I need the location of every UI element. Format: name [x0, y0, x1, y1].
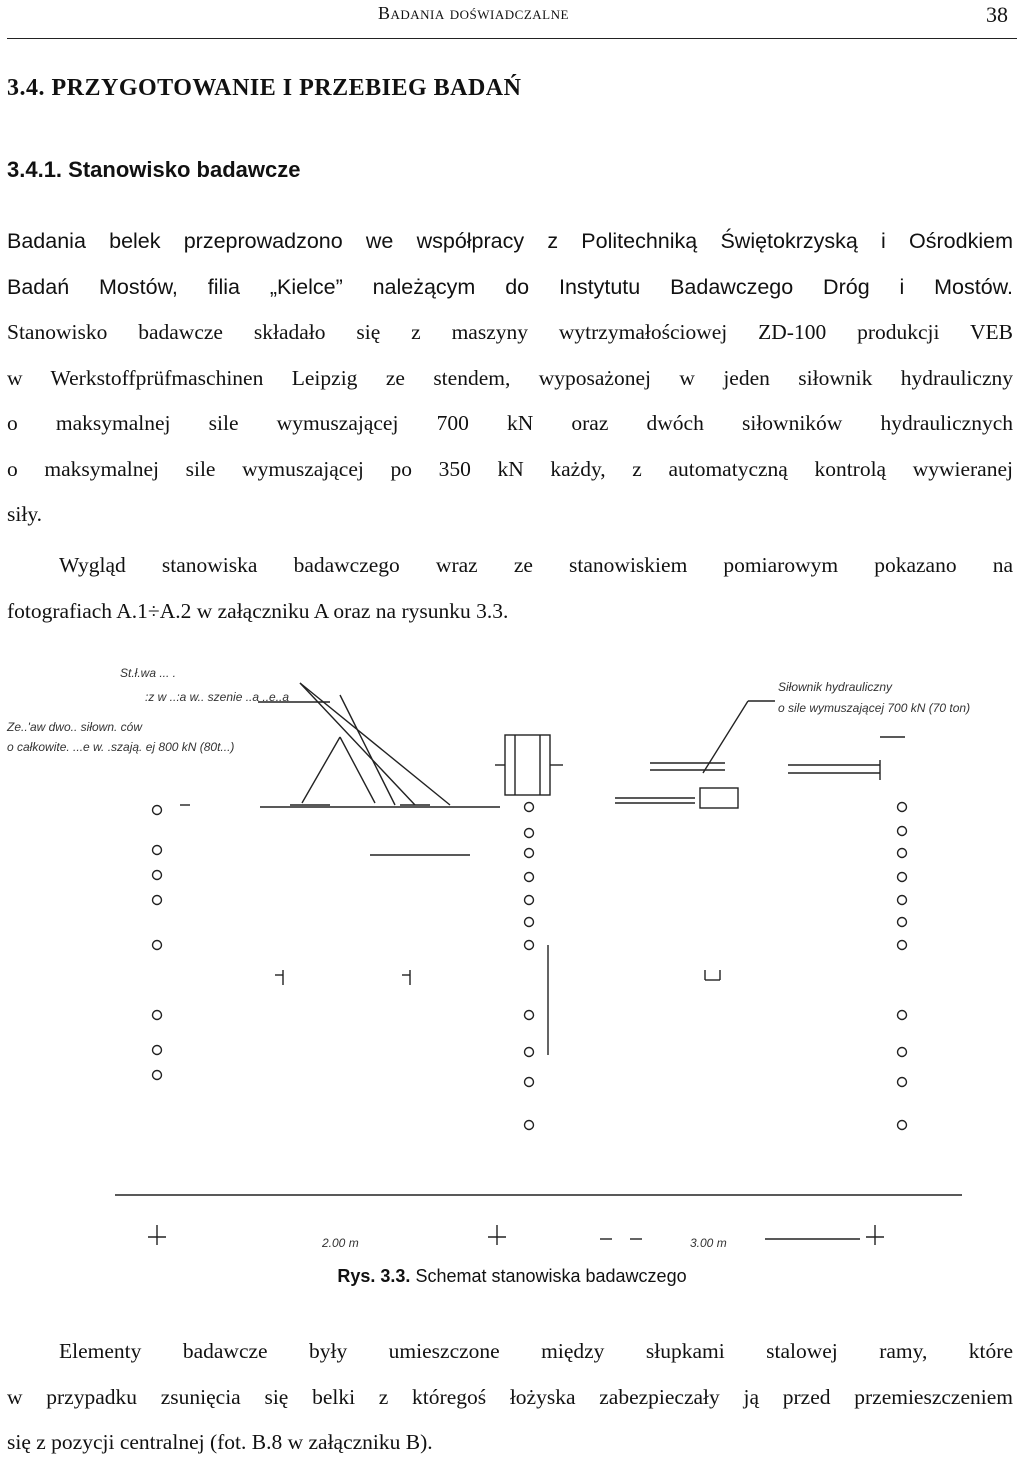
text-line: siły. — [7, 502, 43, 526]
figure-test-stand-schematic — [0, 655, 1024, 1267]
label-left-top: St.ł.wa ... . — [120, 666, 177, 680]
right-column-holes — [898, 803, 907, 1130]
left-column-holes — [153, 806, 162, 1080]
text-line: o maksymalnej sile wymuszającej 700 kN oraz dwóch siłowników hydraulicznych — [7, 411, 1013, 435]
text-line: Stanowisko badawcze składało się z maszyny wytrzymałościowej ZD-100 produkcji VEB — [7, 320, 1013, 344]
text-line: się z pozycji centralnej (fot. B.8 w załączniku B). — [7, 1430, 433, 1454]
text-line: Elementy badawcze były umieszczone między słupkami stalowej ramy, które — [59, 1339, 1013, 1363]
label-actuator-force: o sile wymuszającej 700 kN (70 ton) — [778, 701, 971, 715]
paragraph-elements — [7, 1329, 1013, 1466]
page-number: 38 — [986, 2, 1008, 27]
schematic-drawing — [0, 655, 1024, 1267]
label-actuator-set-1: Ze..'aw dwo.. siłown. ców — [7, 720, 143, 734]
text-line: w przypadku zsunięcia się belki z któregoś łożyska zabezpieczały ją przed przemieszczeniem — [7, 1384, 1013, 1409]
section-heading: 3.4. PRZYGOTOWANIE I PRZEBIEG BADAŃ — [7, 75, 522, 101]
subsection-heading: 3.4.1. Stanowisko badawcze — [7, 157, 301, 182]
caption-text: Schemat stanowiska badawczego — [410, 1266, 687, 1286]
right-actuator — [615, 701, 905, 980]
text-line: o maksymalnej sile wymuszającej po 350 kN każdy, z automatyczną kontrolą wywieranej — [7, 456, 1013, 481]
text-line: Badań Mostów, filia „Kielce” należącym do Instytutu Badawczego Dróg i Mostów. — [7, 274, 1013, 299]
dimension-right: 3.00 m — [690, 1236, 727, 1250]
supports — [275, 945, 548, 1055]
middle-column-holes — [525, 803, 534, 1130]
text-line: fotografiach A.1÷A.2 w załączniku A oraz na rysunku 3.3. — [7, 598, 509, 623]
central-actuator-housing — [495, 735, 563, 795]
label-actuator-set-2: o całkowite. ...e w. .szają. ej 800 kN (80t...) — [7, 740, 235, 754]
paragraph-appearance — [7, 543, 1013, 634]
text-line: w Werkstoffprüfmaschinen Leipzig ze stendem, wyposażonej w jeden siłownik hydrauliczny — [7, 365, 1013, 390]
header-rule — [7, 38, 1017, 39]
twin-actuator-set — [180, 683, 500, 855]
text-line: Wygląd stanowiska badawczego wraz ze stanowiskiem pomiarowym pokazano na — [59, 553, 1013, 577]
caption-label: Rys. 3.3. — [337, 1266, 411, 1286]
label-left-mid: :z w ..:a w.. szenie ..a ..e..a — [145, 690, 290, 704]
figure-caption — [0, 1266, 1024, 1287]
text-line: Badania belek przeprowadzono we współpracy z Politechniką Świętokrzyską i Ośrodkiem — [7, 229, 1013, 253]
dimension-left: 2.00 m — [322, 1236, 359, 1250]
running-header: Badania doświadczalne — [378, 3, 569, 23]
paragraph-test-stand — [7, 219, 1013, 538]
label-hydraulic-actuator: Siłownik hydrauliczny — [778, 680, 893, 694]
dimension-marks — [148, 1225, 884, 1245]
